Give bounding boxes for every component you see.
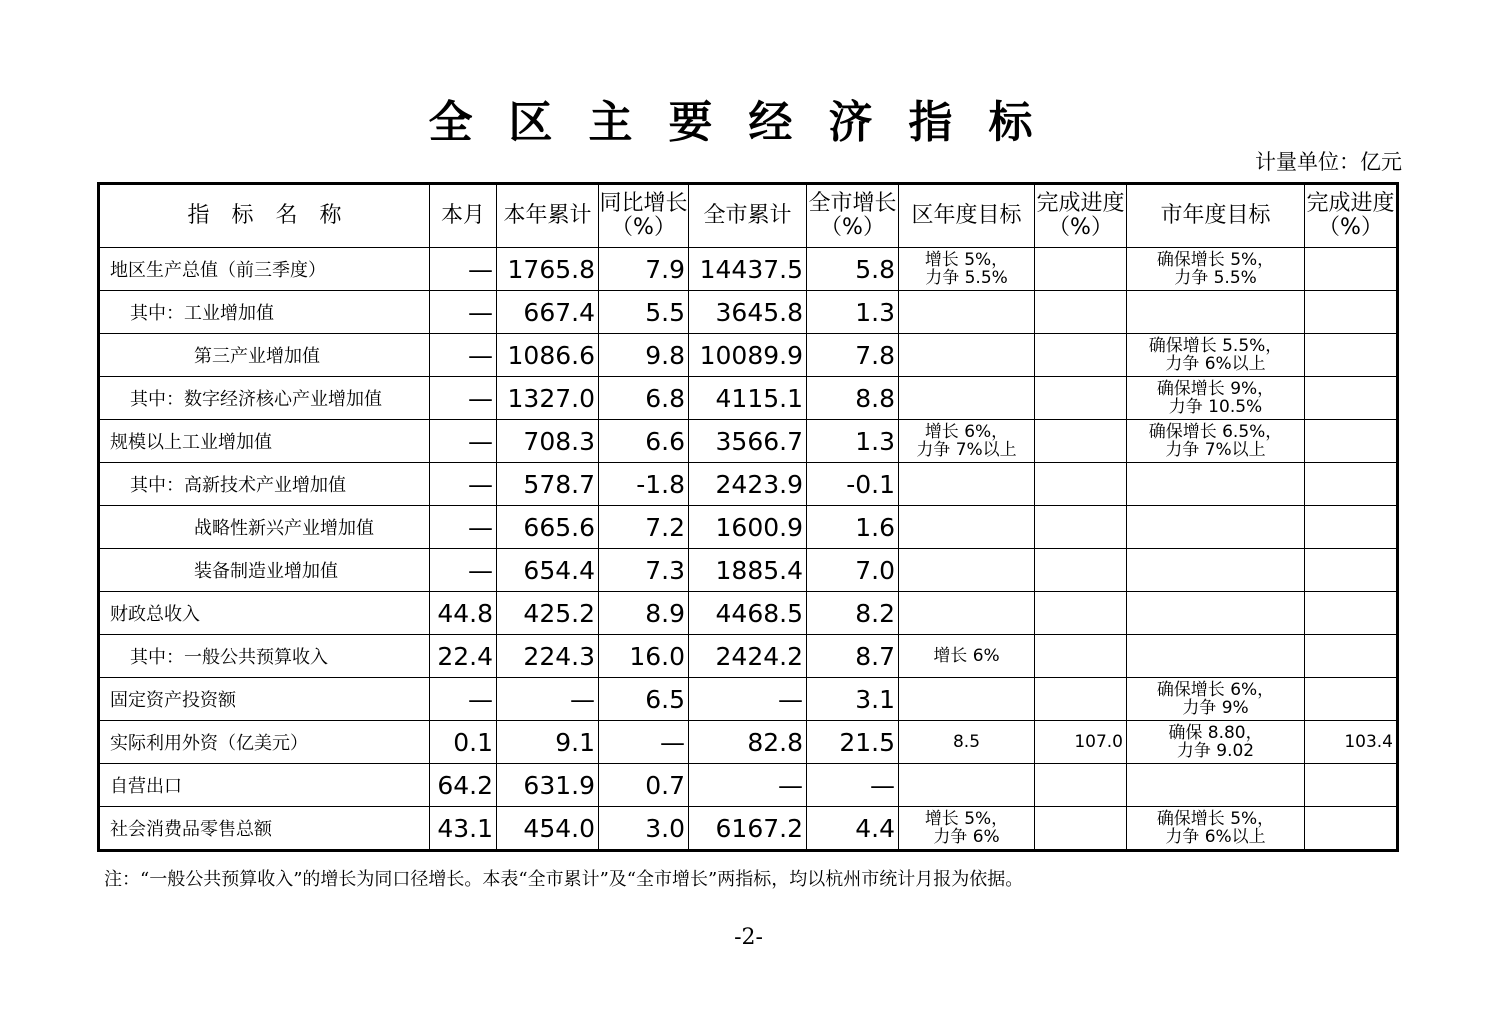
table-row	[99, 721, 1398, 764]
header-cell: 完成进度 （%）	[1035, 184, 1127, 248]
cell-city-growth: 7.0	[807, 549, 899, 592]
cell-ytd: 454.0	[497, 807, 599, 851]
cell-city-progress	[1305, 635, 1398, 678]
cell-city-target	[1127, 506, 1305, 549]
table-row	[99, 291, 1398, 334]
cell-month: —	[430, 420, 497, 463]
table-row	[99, 506, 1398, 549]
cell-month: —	[430, 377, 497, 420]
cell-ytd: 1086.6	[497, 334, 599, 377]
header-cell: 市年度目标	[1127, 184, 1305, 248]
cell-ytd: 1327.0	[497, 377, 599, 420]
cell-city-growth: 7.8	[807, 334, 899, 377]
cell-city-growth: 21.5	[807, 721, 899, 764]
cell-city-target: 确保增长 5%， 力争 6%以上	[1127, 807, 1305, 851]
cell-city-ytd: 3645.8	[689, 291, 807, 334]
cell-city-ytd: 2424.2	[689, 635, 807, 678]
cell-name: 实际利用外资（亿美元）	[99, 721, 430, 764]
cell-city-target	[1127, 635, 1305, 678]
cell-city-progress	[1305, 291, 1398, 334]
cell-city-ytd: 4115.1	[689, 377, 807, 420]
cell-name: 其中：高新技术产业增加值	[99, 463, 430, 506]
cell-month: 43.1	[430, 807, 497, 851]
cell-district-progress	[1035, 635, 1127, 678]
cell-yoy: 6.6	[599, 420, 689, 463]
cell-city-growth: 5.8	[807, 248, 899, 291]
cell-city-target	[1127, 592, 1305, 635]
header-cell: 全市增长 （%）	[807, 184, 899, 248]
cell-city-growth: 3.1	[807, 678, 899, 721]
cell-city-target: 确保增长 6%， 力争 9%	[1127, 678, 1305, 721]
cell-ytd: 665.6	[497, 506, 599, 549]
cell-district-target	[899, 291, 1035, 334]
cell-city-progress: 103.4	[1305, 721, 1398, 764]
cell-city-progress	[1305, 807, 1398, 851]
cell-district-target: 增长 5%， 力争 6%	[899, 807, 1035, 851]
table-row	[99, 678, 1398, 721]
page-number: -2-	[734, 925, 763, 950]
cell-name: 其中：一般公共预算收入	[99, 635, 430, 678]
cell-name: 社会消费品零售总额	[99, 807, 430, 851]
cell-district-target	[899, 549, 1035, 592]
cell-yoy: 7.9	[599, 248, 689, 291]
cell-district-target	[899, 764, 1035, 807]
cell-city-growth: 8.2	[807, 592, 899, 635]
cell-city-growth: 8.7	[807, 635, 899, 678]
cell-name: 固定资产投资额	[99, 678, 430, 721]
cell-district-progress	[1035, 291, 1127, 334]
cell-city-growth: 1.6	[807, 506, 899, 549]
header-cell: 完成进度 （%）	[1305, 184, 1398, 248]
cell-district-target	[899, 334, 1035, 377]
cell-month: —	[430, 248, 497, 291]
table-row	[99, 764, 1398, 807]
cell-city-ytd: 3566.7	[689, 420, 807, 463]
cell-yoy: -1.8	[599, 463, 689, 506]
cell-name: 其中：工业增加值	[99, 291, 430, 334]
cell-yoy: 0.7	[599, 764, 689, 807]
indicators-table	[97, 182, 1399, 852]
cell-district-progress	[1035, 592, 1127, 635]
cell-district-target	[899, 506, 1035, 549]
cell-name: 装备制造业增加值	[99, 549, 430, 592]
cell-city-ytd: —	[689, 678, 807, 721]
header-row	[99, 184, 1398, 248]
unit-label: 计量单位：亿元	[1255, 150, 1402, 174]
cell-district-progress	[1035, 334, 1127, 377]
cell-ytd: 667.4	[497, 291, 599, 334]
cell-city-ytd: 1600.9	[689, 506, 807, 549]
cell-city-ytd: 4468.5	[689, 592, 807, 635]
cell-name: 地区生产总值（前三季度）	[99, 248, 430, 291]
cell-district-progress	[1035, 248, 1127, 291]
header-cell: 全市累计	[689, 184, 807, 248]
cell-month: —	[430, 463, 497, 506]
cell-name: 规模以上工业增加值	[99, 420, 430, 463]
cell-city-target	[1127, 463, 1305, 506]
cell-city-progress	[1305, 377, 1398, 420]
cell-city-progress	[1305, 420, 1398, 463]
cell-district-progress	[1035, 549, 1127, 592]
cell-month: 0.1	[430, 721, 497, 764]
table-row	[99, 549, 1398, 592]
cell-ytd: 578.7	[497, 463, 599, 506]
cell-city-target	[1127, 764, 1305, 807]
cell-district-progress	[1035, 678, 1127, 721]
cell-city-progress	[1305, 463, 1398, 506]
cell-district-target	[899, 377, 1035, 420]
cell-city-progress	[1305, 678, 1398, 721]
cell-ytd: 9.1	[497, 721, 599, 764]
cell-yoy: —	[599, 721, 689, 764]
cell-district-target	[899, 592, 1035, 635]
cell-month: —	[430, 506, 497, 549]
cell-district-target: 8.5	[899, 721, 1035, 764]
cell-city-ytd: —	[689, 764, 807, 807]
cell-ytd: 224.3	[497, 635, 599, 678]
cell-city-progress	[1305, 764, 1398, 807]
cell-city-target: 确保增长 5%， 力争 5.5%	[1127, 248, 1305, 291]
cell-ytd: 654.4	[497, 549, 599, 592]
cell-city-progress	[1305, 334, 1398, 377]
table-row	[99, 420, 1398, 463]
table-row	[99, 377, 1398, 420]
cell-district-progress	[1035, 463, 1127, 506]
cell-name: 第三产业增加值	[99, 334, 430, 377]
cell-city-growth: -0.1	[807, 463, 899, 506]
cell-city-progress	[1305, 549, 1398, 592]
cell-city-progress	[1305, 248, 1398, 291]
cell-district-progress	[1035, 807, 1127, 851]
cell-yoy: 7.3	[599, 549, 689, 592]
cell-city-growth: 1.3	[807, 420, 899, 463]
cell-yoy: 3.0	[599, 807, 689, 851]
cell-month: 22.4	[430, 635, 497, 678]
footnote: 注：“一般公共预算收入”的增长为同口径增长。本表“全市累计”及“全市增长”两指标，均以杭州市统计月报为依据。	[104, 869, 1024, 890]
cell-district-progress	[1035, 420, 1127, 463]
cell-name: 财政总收入	[99, 592, 430, 635]
cell-city-growth: 1.3	[807, 291, 899, 334]
cell-city-ytd: 10089.9	[689, 334, 807, 377]
cell-district-target	[899, 463, 1035, 506]
cell-city-target: 确保增长 9%， 力争 10.5%	[1127, 377, 1305, 420]
header-cell: 同比增长 （%）	[599, 184, 689, 248]
cell-city-target: 确保增长 6.5%， 力争 7%以上	[1127, 420, 1305, 463]
header-cell: 指 标 名 称	[99, 184, 430, 248]
cell-name: 战略性新兴产业增加值	[99, 506, 430, 549]
cell-yoy: 6.8	[599, 377, 689, 420]
cell-yoy: 5.5	[599, 291, 689, 334]
cell-month: 44.8	[430, 592, 497, 635]
cell-city-target: 确保增长 5.5%， 力争 6%以上	[1127, 334, 1305, 377]
cell-month: —	[430, 549, 497, 592]
cell-ytd: 1765.8	[497, 248, 599, 291]
cell-district-progress	[1035, 377, 1127, 420]
cell-yoy: 8.9	[599, 592, 689, 635]
cell-city-ytd: 82.8	[689, 721, 807, 764]
cell-ytd: 708.3	[497, 420, 599, 463]
cell-city-target	[1127, 291, 1305, 334]
cell-ytd: 425.2	[497, 592, 599, 635]
cell-yoy: 9.8	[599, 334, 689, 377]
cell-city-progress	[1305, 506, 1398, 549]
cell-name: 其中：数字经济核心产业增加值	[99, 377, 430, 420]
cell-name: 自营出口	[99, 764, 430, 807]
cell-district-target: 增长 5%， 力争 5.5%	[899, 248, 1035, 291]
cell-district-target	[899, 678, 1035, 721]
cell-yoy: 6.5	[599, 678, 689, 721]
cell-month: —	[430, 678, 497, 721]
cell-city-growth: —	[807, 764, 899, 807]
cell-district-target: 增长 6%， 力争 7%以上	[899, 420, 1035, 463]
cell-city-ytd: 1885.4	[689, 549, 807, 592]
cell-district-progress	[1035, 764, 1127, 807]
cell-city-progress	[1305, 592, 1398, 635]
page-title: 全区主要经济指标	[428, 97, 1069, 148]
table-row	[99, 592, 1398, 635]
table-row	[99, 248, 1398, 291]
cell-month: 64.2	[430, 764, 497, 807]
cell-city-ytd: 14437.5	[689, 248, 807, 291]
cell-city-target	[1127, 549, 1305, 592]
cell-ytd: 631.9	[497, 764, 599, 807]
header-cell: 区年度目标	[899, 184, 1035, 248]
cell-ytd: —	[497, 678, 599, 721]
table-row	[99, 334, 1398, 377]
cell-city-target: 确保 8.80， 力争 9.02	[1127, 721, 1305, 764]
cell-month: —	[430, 334, 497, 377]
header-cell: 本月	[430, 184, 497, 248]
table-row	[99, 807, 1398, 851]
cell-month: —	[430, 291, 497, 334]
cell-yoy: 7.2	[599, 506, 689, 549]
cell-city-ytd: 6167.2	[689, 807, 807, 851]
cell-yoy: 16.0	[599, 635, 689, 678]
cell-city-ytd: 2423.9	[689, 463, 807, 506]
header-cell: 本年累计	[497, 184, 599, 248]
table-row	[99, 463, 1398, 506]
cell-district-progress: 107.0	[1035, 721, 1127, 764]
cell-district-progress	[1035, 506, 1127, 549]
cell-district-target: 增长 6%	[899, 635, 1035, 678]
cell-city-growth: 4.4	[807, 807, 899, 851]
cell-city-growth: 8.8	[807, 377, 899, 420]
table-row	[99, 635, 1398, 678]
